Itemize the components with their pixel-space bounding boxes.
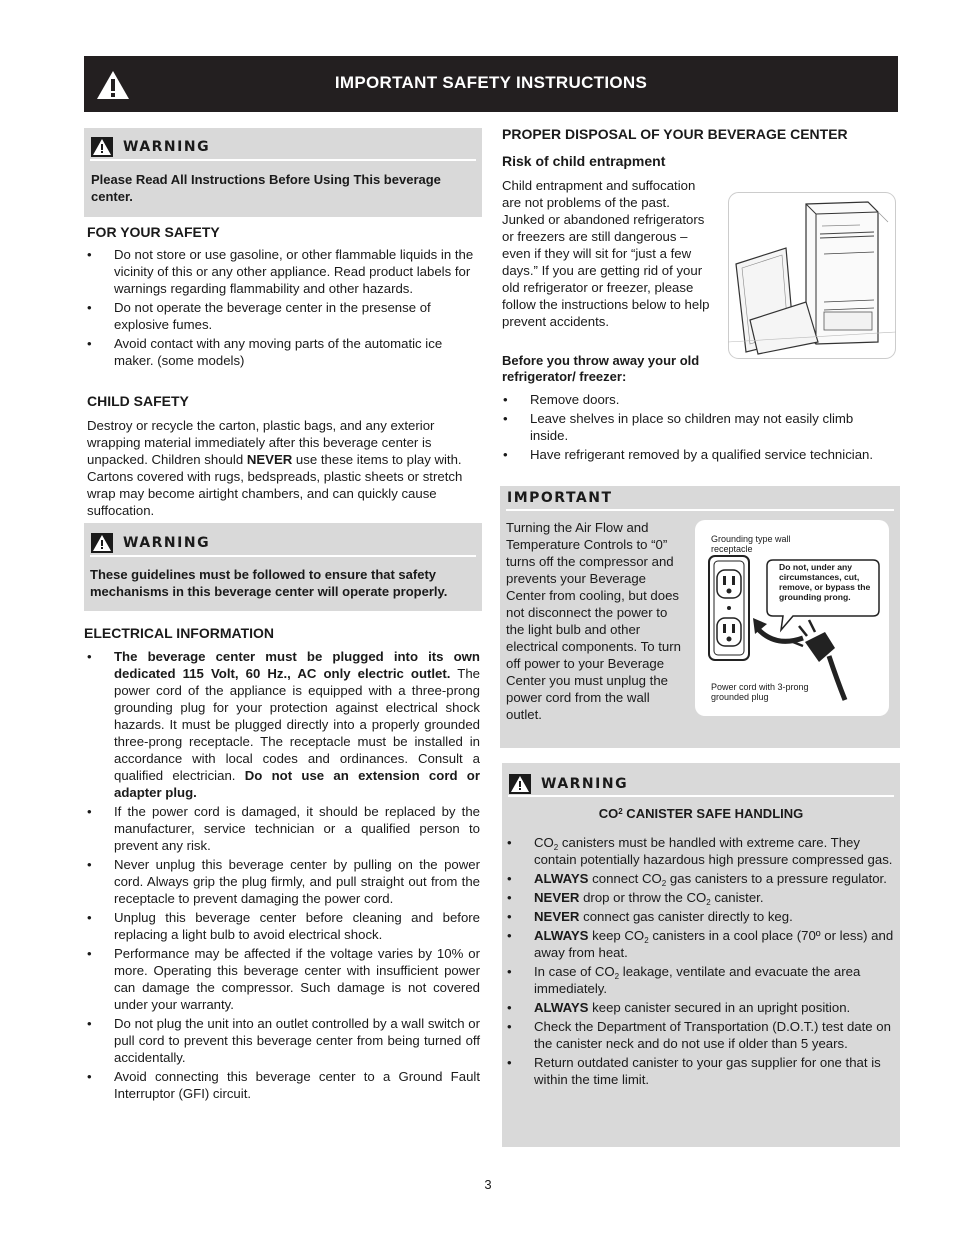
warning-label: WARNING [123, 139, 211, 155]
text-bold: NEVER [246, 452, 293, 467]
warning-text: These guidelines must be followed to ensure that safety mechanisms in this beverage center will operate properly. [90, 567, 448, 599]
important-text: Turning the Air Flow and Temperature Controls to “0” turns off the compressor and prevents your Beverage Center from cooling, but does not disconnect the power to the light bulb and other electrical components. To turn off power to your Beverage Center you must unplug the power cord from the wall outlet. [506, 520, 681, 722]
co2-list [504, 834, 896, 1090]
important-label: IMPORTANT [507, 490, 613, 506]
subheading-child-entrapment: Risk of child entrapment [502, 153, 666, 169]
list-item: • Have refrigerant removed by a qualified service technician. [500, 446, 892, 463]
disposal-text: Child entrapment and suffocation are not problems of the past. Junked or abandoned refrigerators or freezers are still dangerous – even if they will sit for “just a few days.” If you are getting rid of your old refrigerator or freezer, please follow the instructions below to help prevent accidents. [502, 178, 710, 329]
abandoned-refrigerator-illustration [728, 192, 896, 360]
list-item [84, 648, 480, 801]
page-number: 3 [484, 1177, 492, 1192]
list-item: • ALWAYS connect $CO_2$ gas canisters to a pressure regulator. [504, 870, 896, 887]
grounded-plug-illustration [695, 520, 889, 716]
list-item: • Avoid contact with any moving parts of the automatic ice maker. (some models) [84, 335, 480, 369]
list-item: • ALWAYS keep canister secured in an upright position. [504, 999, 896, 1016]
divider [506, 509, 894, 511]
child-safety-text [87, 417, 479, 519]
list-item: • Unplug this beverage center before cleaning and before replacing a light bulb to avoid electrical shock. [84, 909, 480, 943]
figure-label: Grounding type wall receptacle [711, 534, 791, 554]
page-header [84, 56, 898, 112]
list-item: • Do not store or use gasoline, or other flammable liquids in the vicinity of this or any other appliance. Read product labels for warnings regarding flammability and other hazards. [84, 246, 480, 297]
list-item: • Do not operate the beverage center in the presense of explosive fumes. [84, 299, 480, 333]
list-item: • Avoid connecting this beverage center to a Ground Fault Interruptor (GFI) circuit. [84, 1068, 480, 1102]
warning-label: WARNING [123, 535, 211, 551]
list-item: • Return outdated canister to your gas supplier for one that is within the time limit. [504, 1054, 896, 1088]
list-item: • Leave shelves in place so children may not easily climb inside. [500, 410, 892, 444]
divider [508, 795, 894, 797]
text: CO [598, 806, 619, 821]
text: The power cord of the appliance is equipped with a three-prong grounding plug for your protection against electrical shock hazards. It must be plugged directly into a properly grounded three-prong receptacle. The receptacle must be installed in accordance with local codes and ordinances. Consult a qualified electrician. [114, 666, 481, 783]
list-item: • Remove doors. [500, 391, 892, 408]
superscript: 2 [618, 807, 623, 816]
divider [90, 159, 476, 161]
important-box [500, 486, 900, 748]
list-item: • Performance may be affected if the voltage varies by 10% or more. Operating this beverage center with insufficient power can damage the compressor. Such damage is not covered under your warranty. [84, 945, 480, 1013]
text: Destroy or recycle the carton, plastic bags, and any exterior wrapping material immediately after this beverage center is unpacked. Children should [87, 418, 435, 467]
before-throw-away-heading: Before you throw away your old refrigerator/ freezer: [502, 353, 700, 384]
list-item: • NEVER connect gas canister directly to keg. [504, 908, 896, 925]
warning-icon [91, 533, 113, 553]
section-heading-electrical: ELECTRICAL INFORMATION [84, 625, 275, 641]
list-item: • Do not plug the unit into an outlet controlled by a wall switch or pull cord to prevent this beverage center from being turned off accidentally. [84, 1015, 480, 1066]
co2-title [502, 806, 900, 821]
page-title: IMPORTANT SAFETY INSTRUCTIONS [334, 73, 648, 92]
divider [90, 555, 476, 557]
section-heading-disposal: PROPER DISPOSAL OF YOUR BEVERAGE CENTER [502, 126, 848, 142]
disposal-list [500, 391, 892, 465]
list-item: • If the power cord is damaged, it should be replaced by the manufacturer, service technician or a qualified person to prevent any risk. [84, 803, 480, 854]
text-bold: Do not use an extension cord or adapter plug. [114, 768, 480, 800]
list-item: • In case of $CO_2$ leakage, ventilate and evacuate the area immediately. [504, 963, 896, 997]
text: CANISTER SAFE HANDLING [622, 806, 804, 821]
text: use these items to play with. Cartons covered with rugs, bedspreads, plastic sheets or stretch wrap may become airtight chambers, and can quickly cause suffocation. [87, 452, 463, 518]
warning-box-co2-canister [502, 763, 900, 1147]
list-item: • Check the Department of Transportation (D.O.T.) test date on the canister neck and do not use if older than 5 years. [504, 1018, 896, 1052]
list-item: • $CO_2$ canisters must be handled with extreme care. They contain potentially hazardous high pressure compressed gas. [504, 834, 896, 868]
list-item: • ALWAYS keep $CO_2$ canisters in a cool place (70º or less) and away from heat. [504, 927, 896, 961]
warning-icon [509, 774, 531, 794]
figure-label: Power cord with 3-prong grounded plug [711, 682, 809, 702]
warning-box-read-instructions [84, 128, 482, 217]
section-heading-child-safety: CHILD SAFETY [87, 393, 189, 409]
section-heading-your-safety: FOR YOUR SAFETY [87, 224, 220, 240]
figure-callout-text: Do not, under any circumstances, cut, remove, or bypass the grounding prong. [779, 562, 871, 602]
warning-label: WARNING [541, 776, 629, 792]
warning-icon [91, 137, 113, 157]
list-item: • Never unplug this beverage center by pulling on the power cord. Always grip the plug firmly, and pull straight out from the receptacle to prevent damaging the power cord. [84, 856, 480, 907]
text-bold: The beverage center must be plugged into its own dedicated 115 Volt, 60 Hz., AC only electric outlet. [114, 649, 480, 681]
warning-box-safety-mechanisms [84, 523, 482, 611]
list-item: • NEVER drop or throw the $CO_2$ canister. [504, 889, 896, 906]
warning-text: Please Read All Instructions Before Using This beverage center. [91, 172, 441, 204]
electrical-list [84, 648, 480, 1104]
your-safety-list [84, 246, 480, 371]
